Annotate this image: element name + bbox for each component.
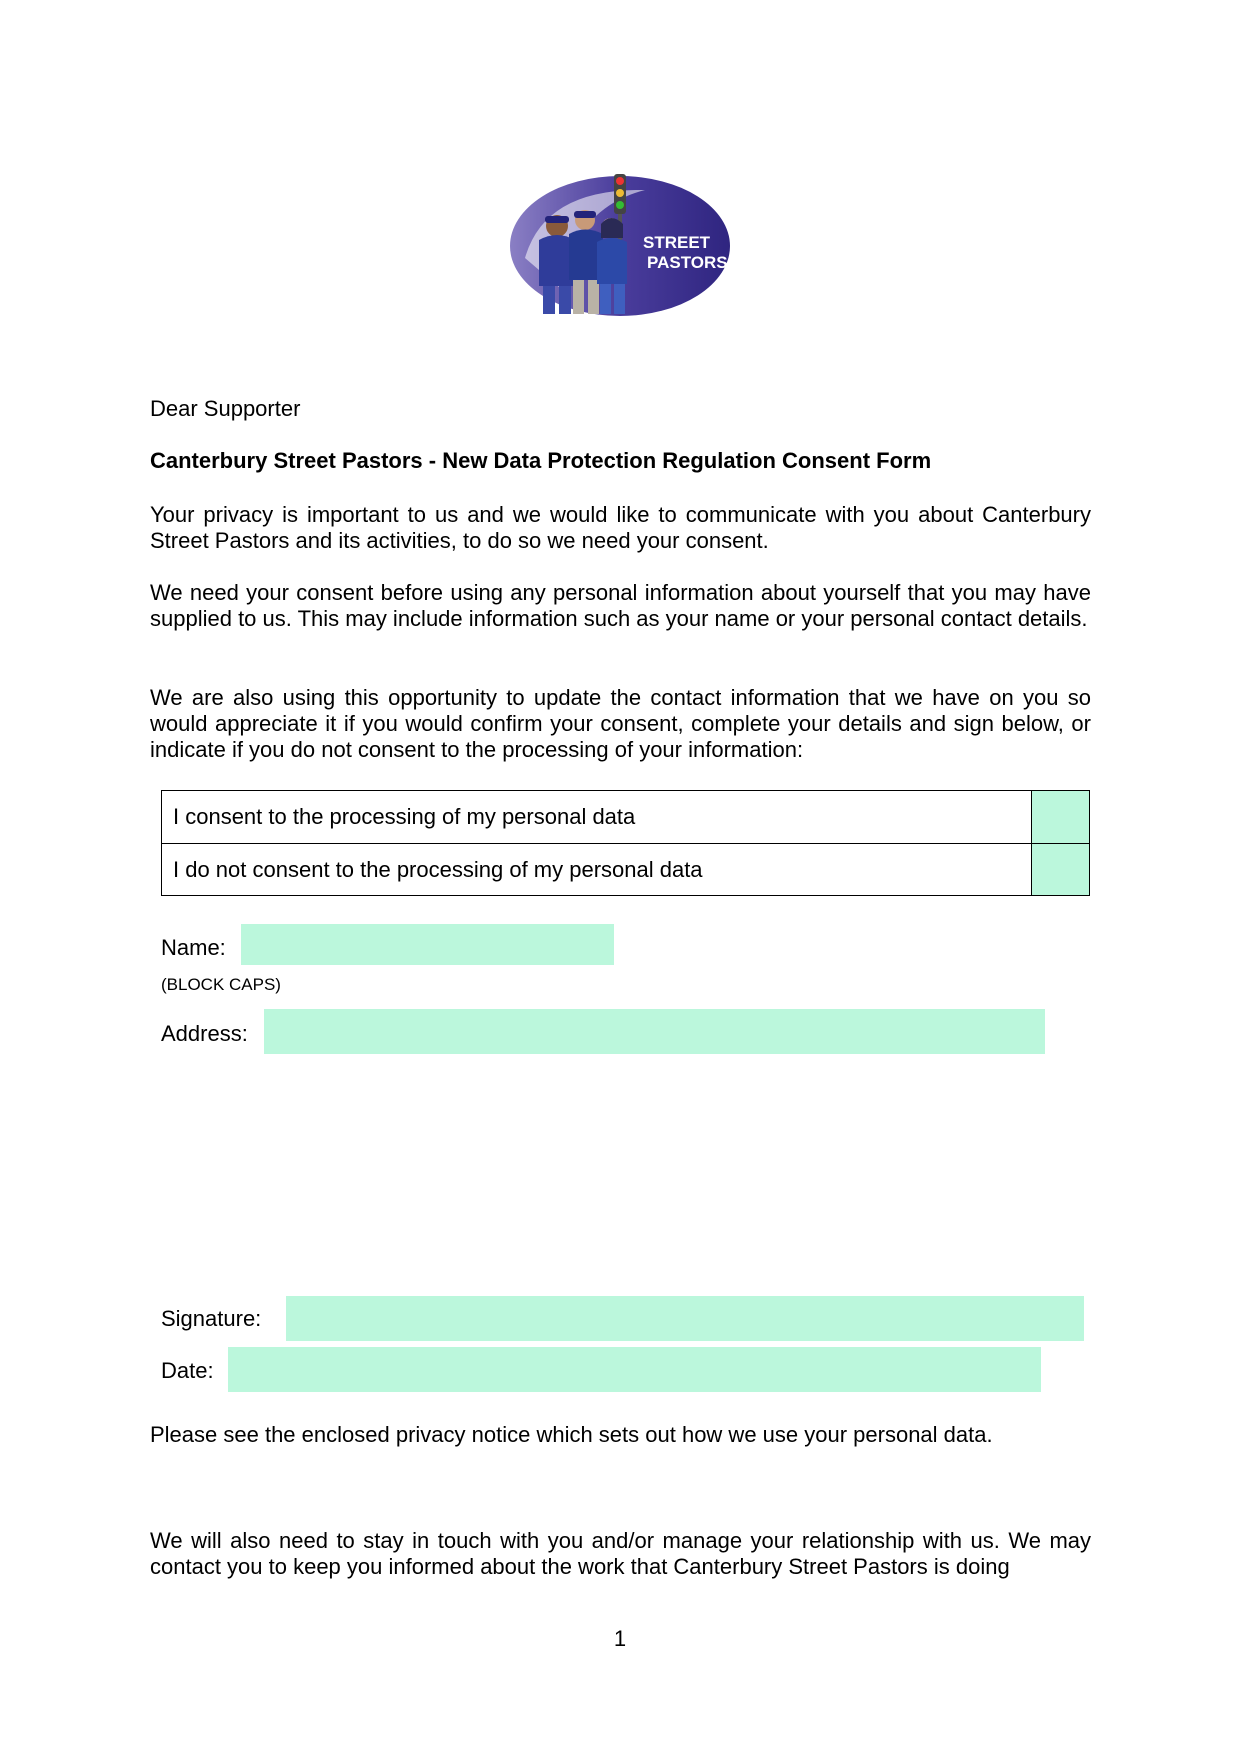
signature-label: Signature: [161, 1306, 262, 1331]
name-hint: (BLOCK CAPS) [161, 975, 281, 994]
street-pastors-logo [505, 168, 735, 328]
logo-text-street: STREET [643, 233, 711, 252]
paragraph-consent-needed: We need your consent before using any personal information about yourself that you may have supplied to us. This may include information such as your name or your personal contact details. [150, 580, 1091, 631]
address-label: Address: [161, 1021, 248, 1046]
consent-no-label: I do not consent to the processing of my personal data [162, 844, 1032, 895]
page-number: 1 [613, 1626, 627, 1651]
logo-text-pastors: PASTORS [647, 253, 728, 272]
letter-heading: Canterbury Street Pastors - New Data Protection Regulation Consent Form [150, 448, 932, 473]
address-field[interactable] [264, 1009, 1045, 1054]
paragraph-privacy: Your privacy is important to us and we would like to communicate with you about Canterbury Street Pastors and its activities, to do so we need your consent. [150, 502, 1091, 553]
name-label: Name: [161, 935, 226, 960]
signature-field[interactable] [286, 1296, 1084, 1341]
paragraph-update-contact: We are also using this opportunity to update the contact information that we have on you so would appreciate it if you would confirm your consent, complete your details and sign below, or indicate if you do not consent to the processing of your information: [150, 685, 1091, 762]
paragraph-stay-in-touch: We will also need to stay in touch with you and/or manage your relationship with us. We may contact you to keep you informed about the work that Canterbury Street Pastors is doing [150, 1528, 1091, 1579]
consent-table [161, 790, 1090, 896]
salutation: Dear Supporter [150, 396, 301, 421]
date-label: Date: [161, 1358, 214, 1383]
consent-row-yes [162, 791, 1089, 843]
date-field[interactable] [228, 1347, 1041, 1392]
name-field[interactable] [241, 924, 614, 965]
consent-yes-label: I consent to the processing of my personal data [162, 791, 1032, 843]
privacy-note: Please see the enclosed privacy notice which sets out how we use your personal data. [150, 1422, 993, 1447]
consent-row-no [162, 843, 1089, 895]
consent-yes-checkbox[interactable] [1032, 791, 1089, 843]
consent-no-checkbox[interactable] [1032, 844, 1089, 895]
